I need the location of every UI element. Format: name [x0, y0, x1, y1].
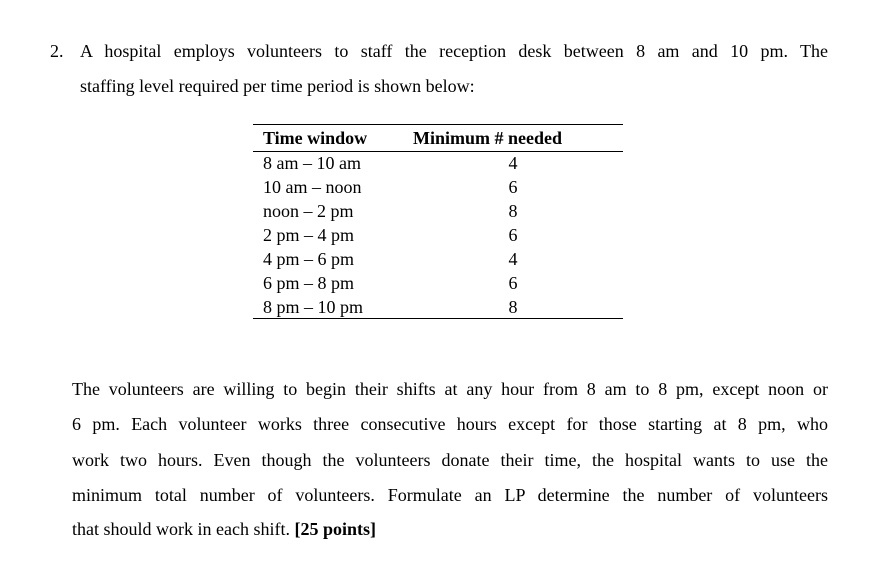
table-top-rule [253, 124, 623, 125]
question-number: 2. [50, 41, 64, 61]
paragraph-line-1: The volunteers are willing to begin their shifts at any hour from 8 am to 8 pm, except noon or [72, 379, 828, 399]
table-row-min: 6 [508, 177, 518, 197]
table-row-time: 8 am – 10 am [263, 153, 361, 173]
table-row-min: 8 [508, 297, 518, 317]
points-label: [25 points] [294, 519, 376, 539]
paragraph-line-5-text: that should work in each shift. [72, 519, 290, 539]
table-row-time: noon – 2 pm [263, 201, 354, 221]
paragraph-line-4: minimum total number of volunteers. Formulate an LP determine the number of volunteers [72, 485, 828, 505]
table-row-min: 4 [508, 153, 518, 173]
question-intro-line-2: staffing level required per time period is shown below: [80, 76, 475, 96]
paragraph-line-2: 6 pm. Each volunteer works three consecutive hours except for those starting at 8 pm, who [72, 414, 828, 434]
question-intro-line-1: A hospital employs volunteers to staff the reception desk between 8 am and 10 pm. The [80, 41, 828, 61]
table-row-time: 4 pm – 6 pm [263, 249, 355, 269]
table-row-min: 6 [508, 225, 518, 245]
paragraph-line-5 [72, 519, 376, 540]
header-time-window: Time window [263, 128, 368, 148]
header-minimum-needed: Minimum # needed [413, 128, 563, 148]
table-bottom-rule [253, 318, 623, 319]
table-row-time: 8 pm – 10 pm [263, 297, 364, 317]
table-row-time: 10 am – noon [263, 177, 362, 197]
table-header-rule [253, 151, 623, 152]
table-row-min: 6 [508, 273, 518, 293]
table-row-time: 2 pm – 4 pm [263, 225, 355, 245]
table-row-min: 8 [508, 201, 518, 221]
table-row-time: 6 pm – 8 pm [263, 273, 355, 293]
table-row-min: 4 [508, 249, 518, 269]
paragraph-line-3: work two hours. Even though the volunteers donate their time, the hospital wants to use the [72, 450, 828, 470]
